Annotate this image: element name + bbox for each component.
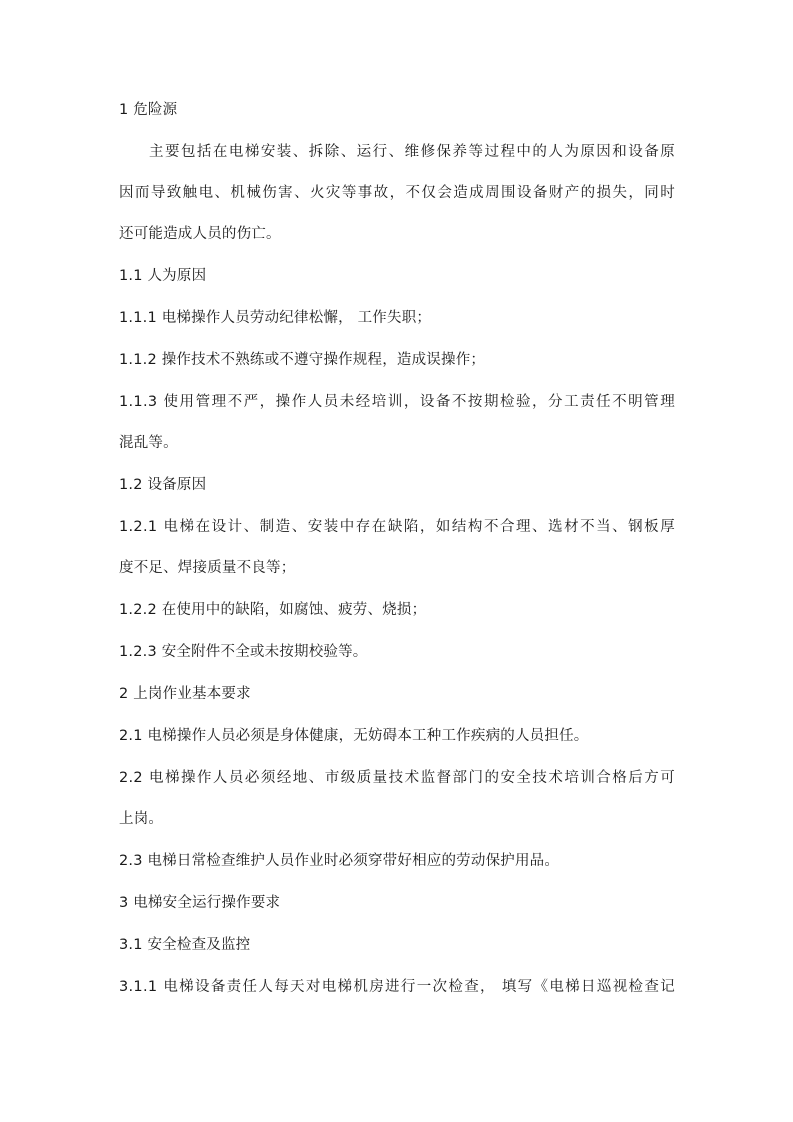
paragraph-line: 因而导致触电、机械伤害、火灾等事故，不仅会造成周围设备财产的损失，同时 [119,185,675,201]
list-item: 2.3 电梯日常检查维护人员作业时必须穿带好相应的劳动保护用品。 [119,853,560,869]
list-item: 1.2.3 安全附件不全或未按期校验等。 [119,644,368,660]
list-item: 2.1 电梯操作人员必须是身体健康，无妨碍本工种工作疾病的人员担任。 [119,728,589,744]
list-item: 3.1.1 电梯设备责任人每天对电梯机房进行一次检查， 填写《电梯日巡视检查记 [119,979,675,995]
list-item: 2.2 电梯操作人员必须经地、市级质量技术监督部门的安全技术培训合格后方可 [119,770,675,786]
document-body [119,100,675,997]
list-item: 1.2.2 在使用中的缺陷，如腐蚀、疲劳、烧损； [119,602,427,618]
section-heading-3: 3 电梯安全运行操作要求 [119,895,281,911]
subsection-heading-1-2: 1.2 设备原因 [119,477,207,493]
list-item: 1.1.2 操作技术不熟练或不遵守操作规程，造成误操作； [119,352,486,368]
subsection-heading-3-1: 3.1 安全检查及监控 [119,937,251,953]
list-item-continuation: 混乱等。 [119,435,178,451]
list-item-continuation: 度不足、焊接质量不良等； [119,560,296,576]
paragraph-line: 还可能造成人员的伤亡。 [119,226,281,242]
list-item: 1.1.3 使用管理不严，操作人员未经培训，设备不按期检验，分工责任不明管理 [119,394,675,410]
list-item: 1.2.1 电梯在设计、制造、安装中存在缺陷，如结构不合理、选材不当、钢板厚 [119,519,675,535]
paragraph-line: 主要包括在电梯安装、拆除、运行、维修保养等过程中的人为原因和设备原 [149,144,675,160]
list-item-continuation: 上岗。 [119,811,164,827]
section-heading-1: 1 危险源 [119,102,178,118]
section-heading-2: 2 上岗作业基本要求 [119,686,251,702]
subsection-heading-1-1: 1.1 人为原因 [119,268,207,284]
list-item: 1.1.1 电梯操作人员劳动纪律松懈， 工作失职； [119,310,432,326]
